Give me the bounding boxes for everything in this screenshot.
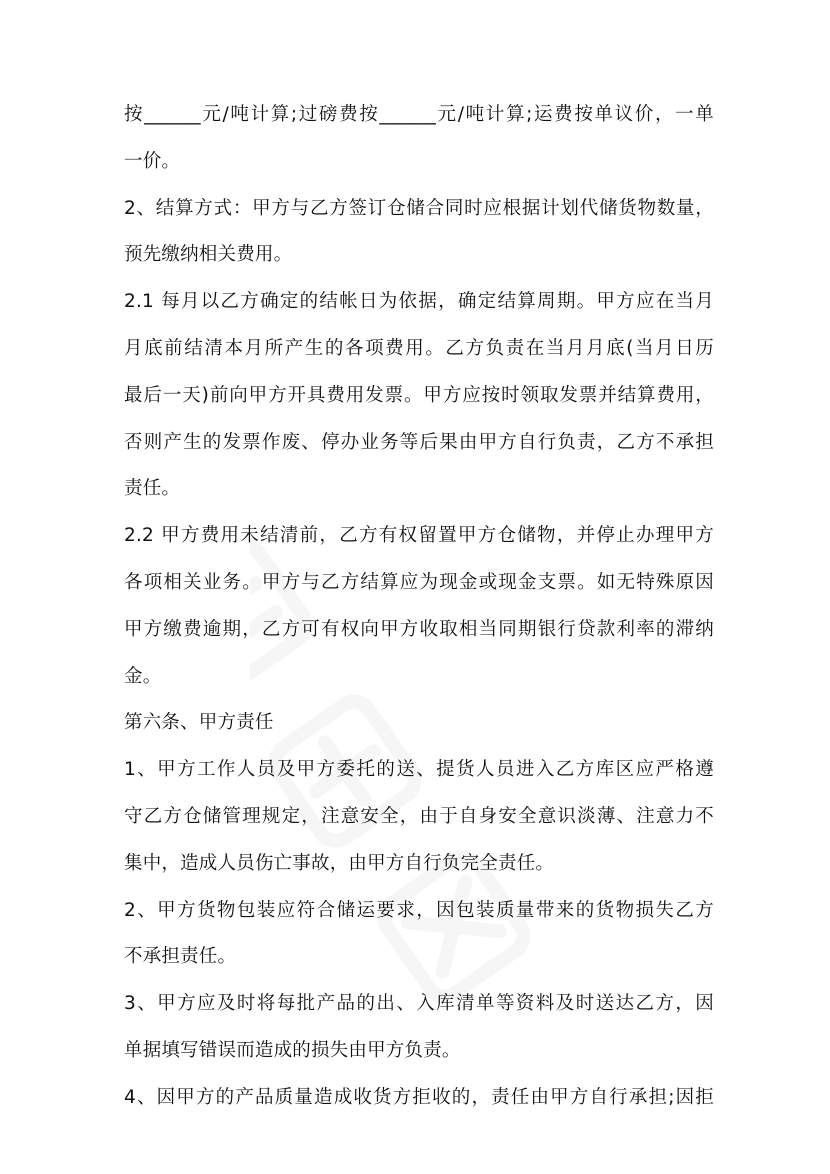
text-line-20: 3、甲方应及时将每批产品的出、入库清单等资料及时送达乙方，因: [124, 993, 714, 1015]
text-line-1: 按______元/吨计算;过磅费按______元/吨计算;运费按单议价，一单: [124, 104, 714, 125]
text-line-16: 守乙方仓储管理规定，注意安全，由于自身安全意识淡薄、注意力不: [124, 805, 714, 827]
text-line-7: 最后一天)前向甲方开具费用发票。甲方应按时领取发票并结算费用，: [124, 384, 714, 406]
text-line-11: 各项相关业务。甲方与乙方结算应为现金或现金支票。如无特殊原因: [124, 571, 714, 593]
text-line-9: 责任。: [124, 478, 181, 500]
text-line-17: 集中，造成人员伤亡事故，由甲方自行负完全责任。: [124, 852, 555, 874]
text-line-6: 月底前结清本月所产生的各项费用。乙方负责在当月月底(当月日历: [124, 337, 714, 359]
text-line-12: 甲方缴费逾期，乙方可有权向甲方收取相当同期银行贷款利率的滞纳: [124, 618, 714, 640]
text-line-18: 2、甲方货物包装应符合储运要求，因包装质量带来的货物损失乙方: [124, 899, 714, 921]
text-line-2: 一价。: [124, 150, 181, 172]
text-line-4: 预先缴纳相关费用。: [124, 244, 293, 266]
text-line-10: 2.2 甲方费用未结清前，乙方有权留置甲方仓储物，并停止办理甲方: [124, 525, 714, 547]
text-line-22: 4、因甲方的产品质量造成收货方拒收的，责任由甲方自行承担;因拒: [124, 1086, 714, 1108]
text-line-21: 单据填写错误而造成的损失由甲方负责。: [124, 1039, 461, 1061]
text-line-19: 不承担责任。: [124, 946, 237, 968]
section-heading: 第六条、甲方责任: [124, 712, 274, 734]
text-line-15: 1、甲方工作人员及甲方委托的送、提货人员进入乙方库区应严格遵: [124, 759, 714, 781]
text-line-5: 2.1 每月以乙方确定的结帐日为依据，确定结算周期。甲方应在当月: [124, 291, 714, 313]
document-body: [124, 101, 714, 1131]
text-line-3: 2、结算方式：甲方与乙方签订仓储合同时应根据计划代储货物数量，: [124, 197, 714, 219]
text-line-13: 金。: [124, 665, 162, 687]
text-line-8: 否则产生的发票作废、停办业务等后果由甲方自行负责，乙方不承担: [124, 431, 714, 453]
